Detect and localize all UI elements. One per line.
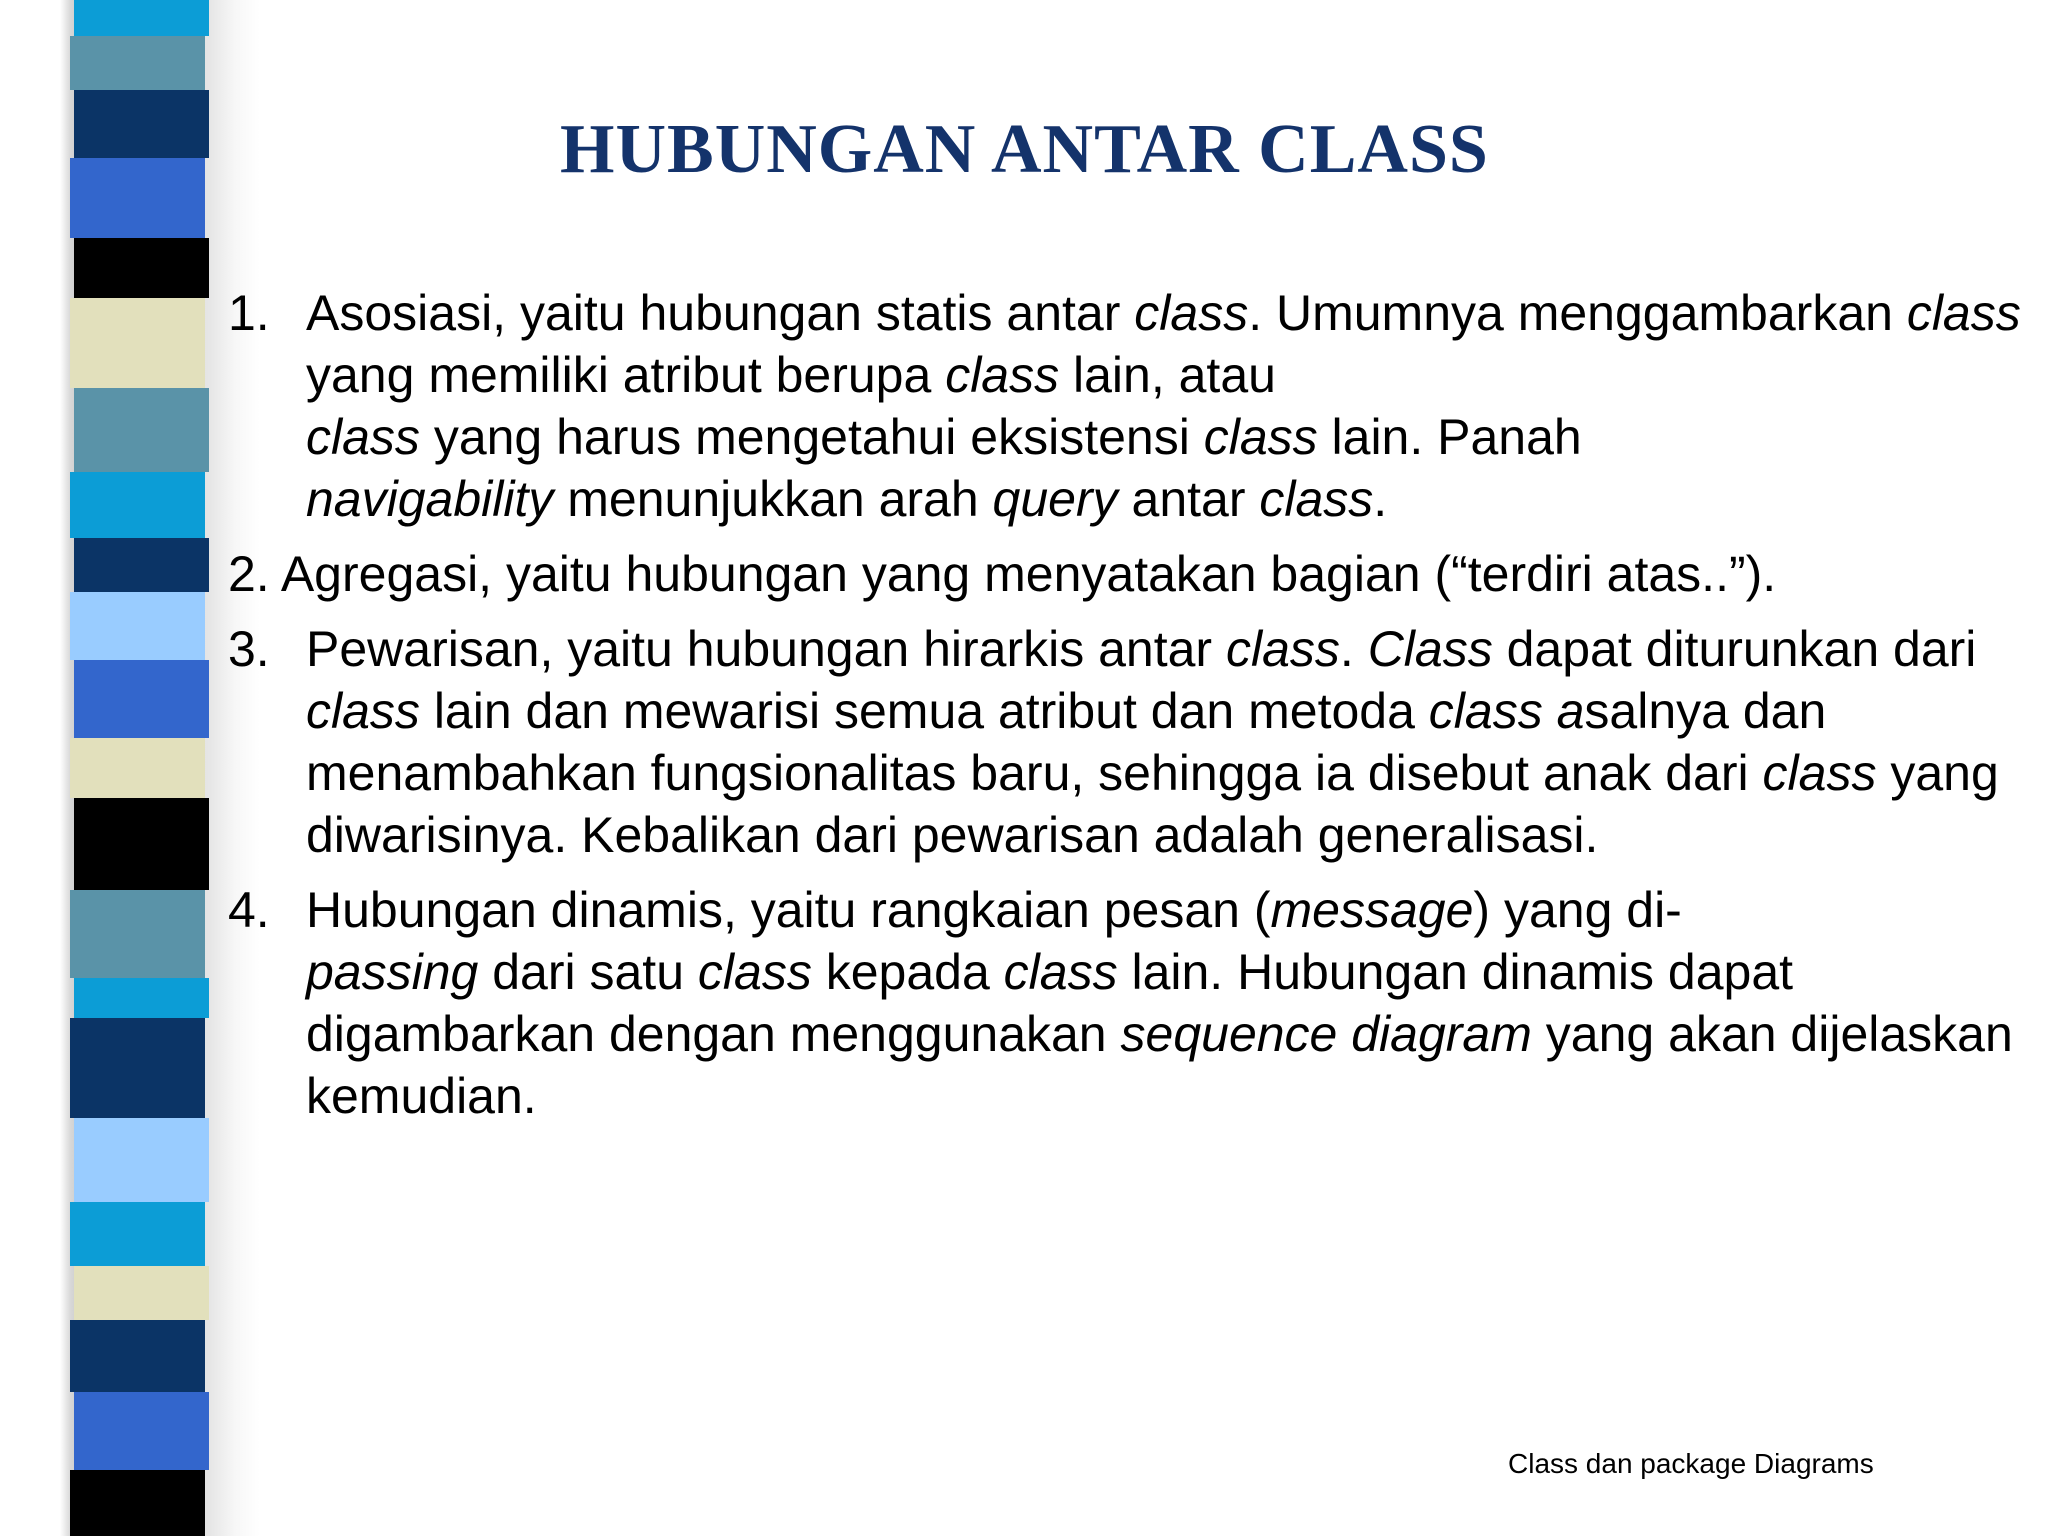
stripe-band xyxy=(70,1018,205,1118)
stripe-band xyxy=(70,298,205,388)
italic-term: class xyxy=(1203,409,1318,465)
list-number: 2. xyxy=(228,546,270,602)
list-item-agregasi xyxy=(228,543,2028,605)
italic-term: class xyxy=(1906,285,2021,341)
stripe-band xyxy=(74,538,209,592)
stripe-band xyxy=(70,592,205,660)
list-item-pewarisan xyxy=(228,618,2028,866)
stripe-band xyxy=(74,238,209,298)
italic-term: class a xyxy=(1428,683,1585,739)
text-run: yang diwarisinya. Kebalikan dari pewarisan adalah generalisasi. xyxy=(306,745,1999,863)
list-item-hubungan-dinamis xyxy=(228,879,2028,1127)
stripe-band xyxy=(70,1320,205,1392)
text-run: Agregasi, yaitu hubungan yang menyatakan bagian (“terdiri atas..”). xyxy=(269,546,1777,602)
italic-term: class xyxy=(945,347,1060,403)
list-number: 4. xyxy=(228,882,270,938)
text-run: ) yang di- xyxy=(1473,882,1682,938)
stripe-band xyxy=(74,90,209,158)
stripe-band xyxy=(70,1470,205,1536)
stripe-band xyxy=(70,158,205,238)
stripe-band xyxy=(74,660,209,738)
text-run: dari satu xyxy=(478,944,698,1000)
italic-term: class xyxy=(697,944,812,1000)
stripe-band xyxy=(74,1118,209,1202)
italic-term: sequence diagram xyxy=(1120,1006,1532,1062)
decorative-stripe-band xyxy=(72,0,207,1536)
italic-term: class xyxy=(1134,285,1249,341)
text-run: kepada xyxy=(811,944,1004,1000)
italic-term: class xyxy=(1762,745,1877,801)
italic-term: class xyxy=(306,409,420,465)
text-run: dapat diturunkan dari xyxy=(1492,621,1977,677)
text-run: lain. Hubungan dinamis dapat digambarkan dengan menggunakan xyxy=(306,944,1794,1062)
italic-term: message xyxy=(1270,882,1474,938)
text-run: . xyxy=(1339,621,1368,677)
list-item-asosiasi xyxy=(228,282,2028,530)
stripe-band xyxy=(74,388,209,472)
text-run: Asosiasi, yaitu hubungan statis antar xyxy=(306,285,1135,341)
text-run: lain. Panah xyxy=(1317,409,1582,465)
text-run: lain, atau xyxy=(1059,347,1276,403)
italic-term: class xyxy=(1003,944,1118,1000)
stripe-band xyxy=(70,472,205,538)
italic-term: class xyxy=(1225,621,1340,677)
stripe-band xyxy=(74,1266,209,1320)
italic-term: class xyxy=(306,683,420,739)
stripe-band xyxy=(74,0,209,36)
list-number: 3. xyxy=(228,621,270,677)
stripe-band xyxy=(70,890,205,978)
italic-term: class xyxy=(1259,471,1374,527)
italic-term: navigability xyxy=(306,471,554,527)
text-run: antar xyxy=(1117,471,1260,527)
stripe-band xyxy=(70,738,205,798)
stripe-band xyxy=(74,1392,209,1470)
slide-footer: Class dan package Diagrams xyxy=(1508,1448,1874,1479)
text-run: Hubungan dinamis, yaitu rangkaian pesan ( xyxy=(306,882,1271,938)
stripe-band xyxy=(70,36,205,90)
text-run: yang harus mengetahui eksistensi xyxy=(419,409,1204,465)
text-run: . xyxy=(1373,471,1388,527)
stripe-band xyxy=(74,798,209,890)
stripe-band xyxy=(70,1202,205,1266)
text-run: salnya dan menambahkan fungsionalitas baru, sehingga ia disebut anak dari xyxy=(306,683,1827,801)
text-run: . Umumnya menggambarkan xyxy=(1248,285,1907,341)
stripe-band xyxy=(74,978,209,1018)
list-number: 1. xyxy=(228,285,270,341)
italic-term: Class xyxy=(1367,621,1493,677)
text-run: yang memiliki atribut berupa xyxy=(306,347,946,403)
slide-title: HUBUNGAN ANTAR CLASS xyxy=(560,111,1489,188)
text-run: menunjukkan arah xyxy=(553,471,993,527)
italic-term: passing xyxy=(306,944,479,1000)
italic-term: query xyxy=(992,471,1118,527)
text-run: lain dan mewarisi semua atribut dan metoda xyxy=(419,683,1429,739)
slide-body xyxy=(228,282,2028,1140)
text-run: yang akan dijelaskan kemudian. xyxy=(306,1006,2013,1124)
text-run: Pewarisan, yaitu hubungan hirarkis antar xyxy=(306,621,1226,677)
